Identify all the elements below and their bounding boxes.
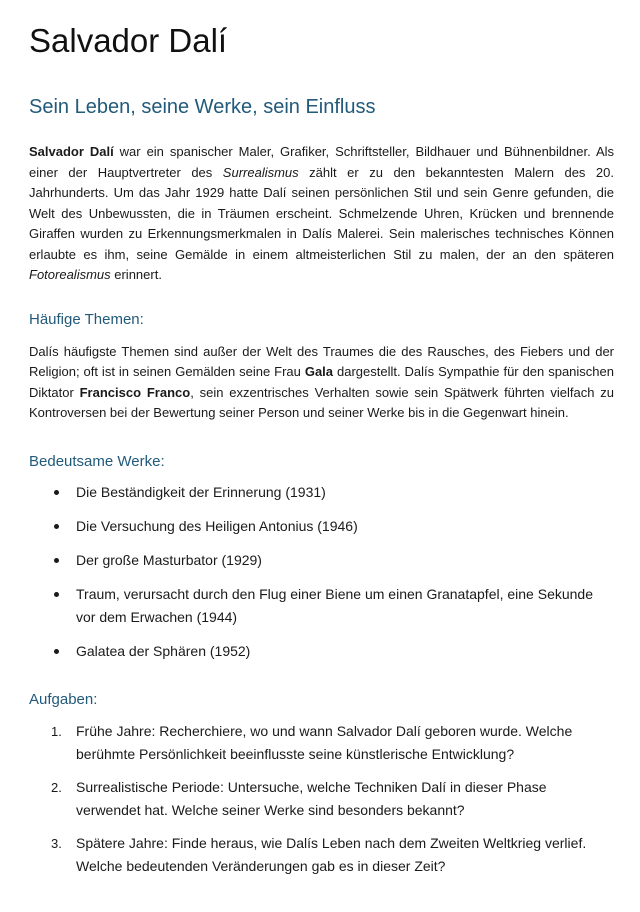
work-title: Traum, verursacht durch den Flug einer Biene um einen Granatapfel, eine Sekunde vor dem Erwachen (1944): [76, 585, 594, 625]
task-text: Frühe Jahre: Recherchiere, wo und wann Salvador Dalí geboren wurde. Welche berühmte Persönlichkeit beeinflusste seine künstlerische Entwicklung?: [76, 722, 573, 762]
intro-text-1: war ein spanischer Maler, Grafiker, Schriftsteller, Bildhauer und Bühnenbildner. Als einer der Hauptvertreter des: [29, 144, 615, 180]
task-number: 1.: [51, 723, 62, 739]
work-title: Galatea der Sphären (1952): [76, 642, 251, 659]
bullet-icon: [54, 524, 59, 529]
list-item: [29, 640, 614, 663]
page-subtitle: Sein Leben, seine Werke, sein Einfluss: [29, 96, 376, 118]
themes-franco: Francisco Franco: [79, 384, 191, 400]
list-item: [29, 776, 614, 822]
themes-paragraph: [29, 342, 614, 424]
themes-text-3: , sein exzentrisches Verhalten sowie sein Spätwerk führten vielfach zu Kontroversen bei der Bewertung seiner Person und seiner Werke bis in die Gegenwart hinein.: [29, 384, 614, 420]
work-title: Die Beständigkeit der Erinnerung (1931): [76, 483, 326, 500]
works-list: [29, 481, 614, 663]
intro-text-3: erinnert.: [110, 267, 162, 282]
task-text: Spätere Jahre: Finde heraus, wie Dalís Leben nach dem Zweiten Weltkrieg verlief. Welche bedeutenden Veränderungen gab es in dieser Zeit?: [76, 834, 587, 874]
list-item: [29, 720, 614, 766]
intro-surrealismus: Surrealismus: [222, 164, 299, 180]
work-title: Die Versuchung des Heiligen Antonius (1946): [76, 517, 358, 534]
bullet-icon: [54, 649, 59, 654]
task-number: 3.: [51, 835, 62, 851]
bullet-icon: [54, 490, 59, 495]
works-heading: Bedeutsame Werke:: [29, 452, 165, 470]
themes-text-2: dargestellt. Dalís Sympathie für den spanischen Diktator: [29, 364, 614, 400]
page-title: Salvador Dalí: [29, 22, 228, 59]
list-item: [29, 481, 614, 504]
themes-gala: Gala: [304, 364, 334, 379]
task-text: Surrealistische Periode: Untersuche, welche Techniken Dalí in dieser Phase verwendet hat. Welche seiner Werke sind besonders bekannt?: [76, 778, 547, 818]
bullet-icon: [54, 558, 59, 563]
work-title: Der große Masturbator (1929): [76, 551, 262, 568]
intro-paragraph: [29, 142, 614, 286]
list-item: [29, 583, 614, 629]
tasks-heading: Aufgaben:: [29, 690, 98, 708]
bullet-icon: [54, 592, 59, 597]
list-item: [29, 549, 614, 572]
intro-name: Salvador Dalí: [29, 144, 114, 159]
list-item: [29, 515, 614, 538]
intro-text-2: zählt er zu den bekanntesten Malern des 20. Jahrhunderts. Um das Jahr 1929 hatte Dalí seinen persönlichen Stil und sein Genre gefunden, die Welt des Unbewussten, die in Träumen erscheint. Schmelzende Uhren, Krücken und brennende Giraffen wurden zu Erkennungsmerkmalen in Dalís Malerei. Sein malerisches technisches Können erlaubte es ihm, seine Gemälde in einem altmeisterlichen Stil zu malen, der an den späteren: [29, 164, 614, 262]
themes-heading: Häufige Themen:: [29, 310, 144, 328]
themes-text-1: Dalís häufigste Themen sind außer der Welt des Traumes die des Rausches, des Fiebers und der Religion; oft ist in seinen Gemälden seine Frau: [29, 343, 614, 379]
task-number: 2.: [51, 779, 62, 795]
intro-fotorealismus: Fotorealismus: [29, 267, 111, 282]
tasks-list: [29, 720, 614, 878]
list-item: [29, 832, 614, 878]
